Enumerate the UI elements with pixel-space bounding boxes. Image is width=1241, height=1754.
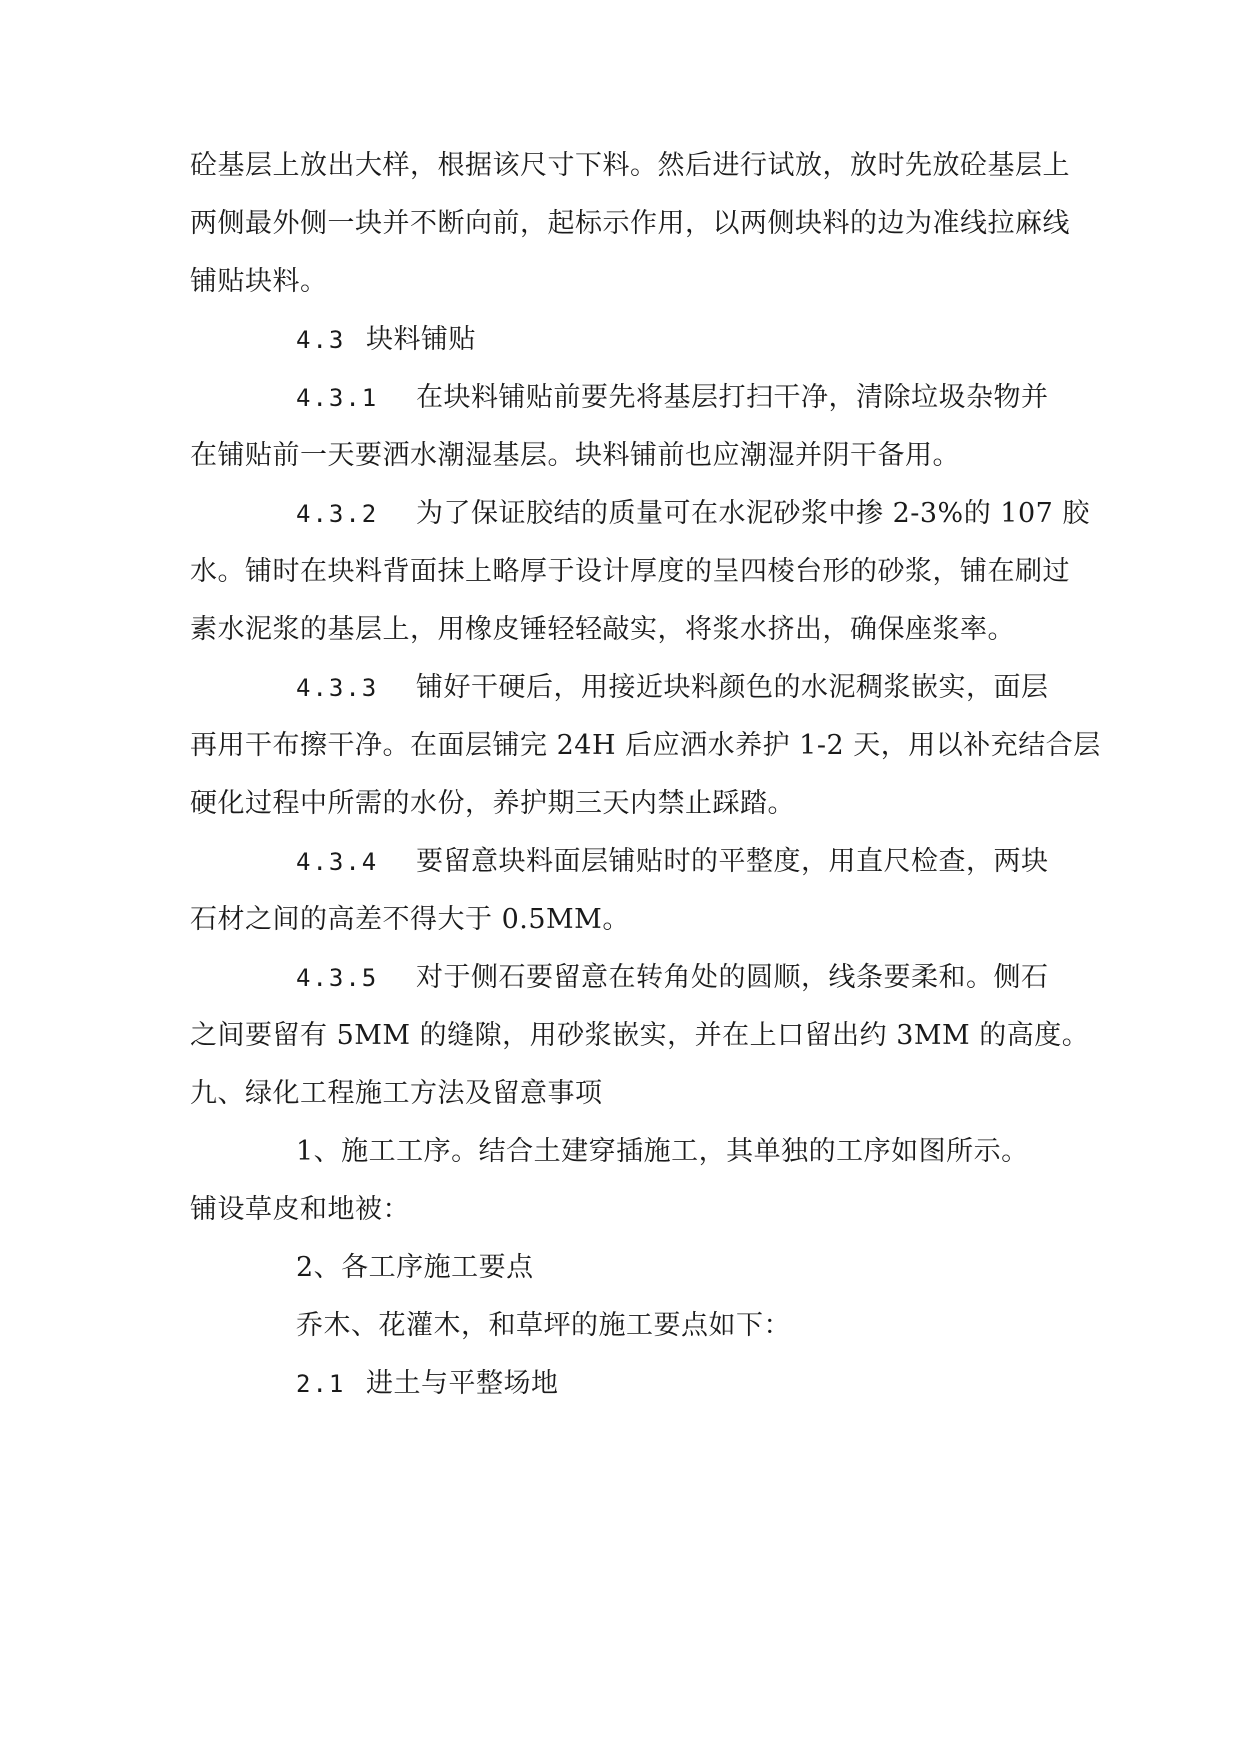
item-4-3-5-first-line: [296, 960, 1049, 996]
paragraph-line: 铺设草皮和地被：: [190, 1194, 410, 1225]
paragraph-line: 水。铺时在块料背面抹上略厚于设计厚度的呈四棱台形的砂浆，铺在刷过: [190, 556, 1070, 587]
paragraph-line: 乔木、花灌木，和草坪的施工要点如下：: [296, 1310, 791, 1341]
item-number: 4.3.4: [296, 848, 379, 876]
paragraph-line: 铺贴块料。: [190, 266, 328, 297]
paragraph-line: 硬化过程中所需的水份，养护期三天内禁止踩踏。: [190, 788, 795, 819]
paragraph-line: 2、各工序施工要点: [296, 1252, 534, 1283]
item-number: 4.3.2: [296, 500, 379, 528]
item-text: 铺好干硬后，用接近块料颜色的水泥稠浆嵌实，面层: [416, 672, 1049, 703]
item-text: 在块料铺贴前要先将基层打扫干净，清除垃圾杂物并: [416, 382, 1049, 413]
section-heading-2-1: [296, 1366, 559, 1402]
paragraph-line: 之间要留有 5MM 的缝隙，用砂浆嵌实，并在上口留出约 3MM 的高度。: [190, 1020, 1090, 1051]
paragraph-line: 石材之间的高差不得大于 0.5MM。: [190, 904, 630, 935]
section-number: 2.1: [296, 1370, 346, 1398]
item-4-3-4-first-line: [296, 844, 1049, 880]
paragraph-line: 砼基层上放出大样，根据该尺寸下料。然后进行试放，放时先放砼基层上: [190, 150, 1070, 181]
section-title: 块料铺贴: [366, 324, 476, 355]
item-number: 4.3.5: [296, 964, 379, 992]
item-number: 4.3.1: [296, 384, 379, 412]
paragraph-line: 再用干布擦干净。在面层铺完 24H 后应洒水养护 1-2 天，用以补充结合层: [190, 730, 1101, 761]
item-text: 要留意块料面层铺贴时的平整度，用直尺检查，两块: [416, 846, 1049, 877]
section-title: 进土与平整场地: [366, 1368, 559, 1399]
item-text: 对于侧石要留意在转角处的圆顺，线条要柔和。侧石: [416, 962, 1049, 993]
item-4-3-2-first-line: [296, 496, 1090, 532]
item-4-3-1-first-line: [296, 380, 1049, 416]
paragraph-line: 1、施工工序。结合土建穿插施工，其单独的工序如图所示。: [296, 1136, 1029, 1167]
section-heading-4-3: [296, 322, 476, 358]
paragraph-line: 在铺贴前一天要洒水潮湿基层。块料铺前也应潮湿并阴干备用。: [190, 440, 960, 471]
section-number: 4.3: [296, 326, 346, 354]
item-number: 4.3.3: [296, 674, 379, 702]
item-text: 为了保证胶结的质量可在水泥砂浆中掺 2-3%的 107 胶: [416, 498, 1090, 529]
paragraph-line: 两侧最外侧一块并不断向前，起标示作用，以两侧块料的边为准线拉麻线: [190, 208, 1070, 239]
section-heading-9: 九、绿化工程施工方法及留意事项: [190, 1078, 603, 1109]
paragraph-line: 素水泥浆的基层上，用橡皮锤轻轻敲实，将浆水挤出，确保座浆率。: [190, 614, 1015, 645]
item-4-3-3-first-line: [296, 670, 1049, 706]
